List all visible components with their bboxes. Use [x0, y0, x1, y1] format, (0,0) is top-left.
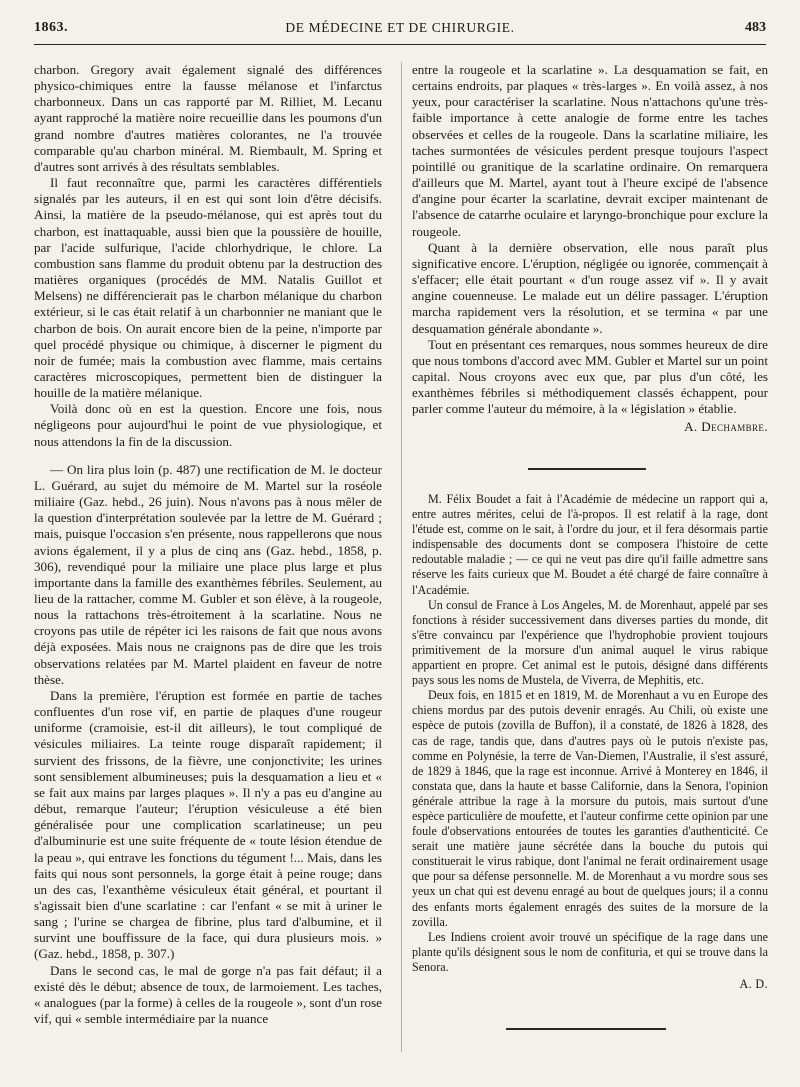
paragraph: Dans le second cas, le mal de gorge n'a pas fait défaut; il a existé dès le début; absence de toux, de larmoiement. Les taches, « analogues (par la forme) à celles de la rougeole », sont d'un rose vif, qui « semble intermédiaire par la nuance — [34, 962, 382, 1027]
note-signature: A. D. — [739, 977, 768, 991]
paragraph: Deux fois, en 1815 et en 1819, M. de Morenhaut a vu en Europe des chiens mordus par des putois devenir enragés. Au Chili, où existe une espèce de putois (zovilla de Buffon), il a constaté, de 1826 à 1828, des cas de rage, tandis que, dans d'autres pays où le putois n'existe pas, comme en Polynésie, la terre de Van-Diemen, l'Australie, il s'est assuré, de 1829 à 1846, que la rage est inconnue. Arrivé à Monterey en 1846, il constata que, dans la haute et basse Californie, dans la Senora, l'opinion générale attribue la rage à la morsure du putois, mais surtout d'une espèce particulière de moufette, et l'auteur confirme cette opinion par une foule d'observations entourées de toutes les garanties d'authenticité. Ce serait une matière jaune sécrétée dans la bouche du putois qui constituerait le virus rabique, dont l'animal ne ferait ordinairement usage que pour sa défense personnelle. M. de Morenhaut a vu mordre sous ses yeux un chat qui est devenu enragé au bout de quelques jours; il a connu des enfants morts également enragés des suites de la morsure de la zovilla. — [412, 688, 768, 929]
section-rule — [528, 468, 646, 470]
header-page-number: 483 — [745, 20, 766, 35]
paragraph: — On lira plus loin (p. 487) une rectification de M. le docteur L. Guérard, au sujet du mémoire de M. Martel sur la roséole miliaire (Gaz. hebd., 26 juin). Nous n'avons pas à nous mêler de la question d'interprétation soulevée par la lettre de M. Guérard ; mais, puisque l'occasion s'en présente, nous rappellerons que nous avions également, il y a plus de cinq ans (Gaz. hebd., 1858, p. 306), revendiqué pour la miliaire une place plus large et plus importante dans la famille des exanthèmes fébriles. Seulement, au lieu de la rattacher, comme M. Gubler et son élève, à la rougeole, nous la rattachons très-étroitement à la scarlatine. Nous ne croyons pas utile de répéter ici les raisons de fait que nous avons déjà exposées. Mais nous ne craignons pas de dire que les trois observations relatées par M. Martel plaident en faveur de notre thèse. — [34, 461, 382, 687]
column-divider — [401, 62, 402, 1052]
paragraph: Dans la première, l'éruption est formée en partie de taches confluentes d'un rose vif, en partie de plaques d'une rougeur uniforme (cramoisie, est-il dit ailleurs), le tout compliqué de vésicules miliaires. La teinte rouge disparaît rapidement; il survient des frissons, de la fièvre, une conjonctivite; les urines sont sensiblement albumineuses; puis la desquamation a lieu et « se fait aux mains par larges plaques ». Il n'y a pas eu d'angine au début, remarque l'auteur; l'éruption vésiculeuse a été bien généralisée pour une complication scarlatineuse; un peu d'albuminurie est une suite fréquente de « toute lésion étendue de la peau », qui entrave les fonctions du tégument !... Mais, dans les faits qui nous sont personnels, la gorge était à peine rouge; dans un des cas, l'exanthème vésiculeux était général, et pourtant il s'agissait bien d'une scarlatine : car l'enfant « se mit à uriner le sang ; l'urine se chargea de fibrine, plus tard d'albumine, et il survint une bouffissure de la face, qui dura plusieurs mois. » (Gaz. hebd., 1858, p. 307.) — [34, 687, 382, 962]
paragraph: Les Indiens croient avoir trouvé un spécifique de la rage dans une plante qu'ils désignent sous le nom de confituria, et qui se trouve dans la Senora. — [412, 929, 768, 974]
left-column — [34, 62, 382, 1027]
paragraph: M. Félix Boudet a fait à l'Académie de médecine un rapport qui a, entre autres mérites, celui de l'à-propos. Il est relatif à la rage, dont l'étude est, comme on le sait, à l'ordre du jour, et il fera désormais partie indispensable des documents dont se composera l'histoire de cette redoutable maladie ; — ce qui ne veut pas dire qu'il faille admettre sans réserve les faits curieux que M. Boudet a été chargé de faire connaître à l'Académie. — [412, 492, 768, 597]
paragraph: entre la rougeole et la scarlatine ». La desquamation se fait, en certains endroits, par plaques « très-larges ». En voilà assez, à nos yeux, pour caractériser la scarlatine. Nous n'attachons qu'une très-faible importance à cette analogie de forme entre les taches observées et celles de la rougeole. Dans la scarlatine miliaire, les taches surmontées de vésicules perdent presque toujours l'aspect pointillé ou granitique de la scarlatine ordinaire. On remarquera d'ailleurs que M. Martel, ayant tout à l'heure excipé de l'absence d'angine pour écarter la scarlatine, devrait exciper maintenant de l'absence de catarrhe oculaire et laryngo-bronchique pour exclure la rougeole. — [412, 62, 768, 239]
right-column-bottom — [412, 492, 768, 992]
paragraph: Il faut reconnaître que, parmi les caractères différentiels signalés par les auteurs, il en est qui sont loin d'être décisifs. Ainsi, la matière de la pseudo-mélanose, qui est après tout du charbon, est inattaquable, aussi bien que la poussière de houille, par l'acide sulfurique, l'acide chlorhydrique, le chlore. La combustion sans flamme du produit obtenu par la destruction des matières organiques (procédés de MM. Natalis Guillot et Melsens) ne différencierait pas le charbon mélanique du charbon extérieur, si le cas était relatif à un charbonnier ne maniant que le charbon de bois. On aurait encore bien de la peine, n'importe par quel procédé physique ou chimique, à discerner le pigment du noir de fumée; mais la combustion avec flamme, mais certains caractères microscopiques, permettent bien de distinguer la houille de la matière mélanique. — [34, 175, 382, 401]
page-header — [34, 10, 766, 45]
paragraph: Tout en présentant ces remarques, nous sommes heureux de dire que nous tombons d'accord avec MM. Gubler et Martel sur un point capital. Nous croyons avec eux que, par plus d'un côté, les exanthèmes fébriles si méthodiquement classés échappent, pour parler comme l'auteur du mémoire, à la « législation » établie. — [412, 336, 768, 417]
paragraph: Quant à la dernière observation, elle nous paraît plus significative encore. L'éruption, négligée ou ignorée, commençait à s'effacer; elle était pourtant « d'un rouge assez vif ». Il y avait angine couenneuse. Le malade eut un délire passager. L'éruption marcha rapidement vers la résolution, et se termina « par une desquamation générale abondante ». — [412, 239, 768, 336]
header-title: DE MÉDECINE ET DE CHIRURGIE. — [285, 20, 515, 35]
paragraph: Un consul de France à Los Angeles, M. de Morenhaut, appelé par ses fonctions à résider successivement dans diverses parties du monde, dit s'être convaincu par l'expérience que l'hydrophobie provient toujours primitivement de la morsure d'un animal auquel le virus rabique appartient en propre. Cet animal est le putois, désigné dans différents pays sous les noms de Mustela, de Viverra, de Mephitis, etc. — [412, 597, 768, 688]
right-column-top — [412, 62, 768, 436]
section-rule — [506, 1028, 666, 1030]
header-year: 1863. — [34, 20, 68, 35]
author-signature: A. Dechambre. — [684, 419, 768, 435]
paragraph: charbon. Gregory avait également signalé des différences physico-chimiques entre la fausse mélanose et l'infarctus charbonneux. Dans un cas rapporté par M. Rilliet, M. Lecanu ayant rapproché la matière noire recueillie dans les poumons d'un grand nombre d'autres matières colorantes, ne l'a trouvée comparable qu'au charbon minéral. M. Riembault, M. Spring et d'autres sont arrivés à des résultats semblables. — [34, 62, 382, 174]
paragraph: Voilà donc où en est la question. Encore une fois, nous négligeons pour aujourd'hui le point de vue physiologique, et nous attendons la fin de la discussion. — [34, 401, 382, 449]
paragraph-gap — [34, 450, 382, 462]
